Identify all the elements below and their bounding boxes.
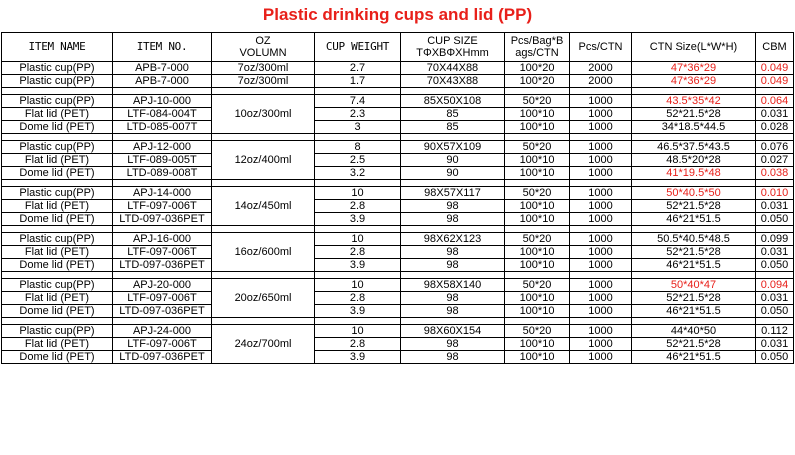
spacer-cell — [632, 88, 756, 95]
item-no-cell: LTF-097-006T — [113, 246, 212, 259]
pcs-bag-cell: 100*10 — [505, 259, 570, 272]
spacer-cell — [756, 318, 794, 325]
cup-weight-cell: 2.8 — [315, 292, 401, 305]
item-name-cell: Plastic cup(PP) — [2, 95, 113, 108]
table-row — [2, 167, 794, 180]
cup-weight-cell: 3.9 — [315, 305, 401, 318]
item-name-cell: Plastic cup(PP) — [2, 325, 113, 338]
spacer-cell — [505, 180, 570, 187]
item-name-cell: Plastic cup(PP) — [2, 233, 113, 246]
spacer-cell — [113, 226, 212, 233]
volume-cell: 16oz/600ml — [212, 233, 315, 272]
table-row — [2, 246, 794, 259]
cbm-cell: 0.050 — [756, 351, 794, 364]
item-name-cell: Flat lid (PET) — [2, 108, 113, 121]
pcs-ctn-cell: 1000 — [570, 246, 632, 259]
cup-weight-cell: 2.8 — [315, 246, 401, 259]
item-name-cell: Dome lid (PET) — [2, 259, 113, 272]
table-row — [2, 108, 794, 121]
spacer-cell — [315, 226, 401, 233]
spacer-cell — [315, 134, 401, 141]
cbm-cell: 0.027 — [756, 154, 794, 167]
cbm-cell: 0.031 — [756, 246, 794, 259]
pcs-ctn-cell: 1000 — [570, 351, 632, 364]
spacer-cell — [2, 318, 113, 325]
cup-size-cell: 98 — [401, 338, 505, 351]
pcs-bag-cell: 100*10 — [505, 246, 570, 259]
spacer-cell — [756, 180, 794, 187]
pcs-ctn-cell: 1000 — [570, 108, 632, 121]
col-header-pcs-bag — [505, 33, 570, 62]
spacer-cell — [505, 134, 570, 141]
spacer-cell — [212, 180, 315, 187]
ctn-size-cell: 50.5*40.5*48.5 — [632, 233, 756, 246]
spacer-row — [2, 272, 794, 279]
spacer-cell — [212, 88, 315, 95]
pcs-bag-cell: 50*20 — [505, 233, 570, 246]
item-no-cell: LTF-097-006T — [113, 292, 212, 305]
table-row — [2, 351, 794, 364]
spacer-cell — [570, 272, 632, 279]
item-no-cell: LTF-097-006T — [113, 338, 212, 351]
spacer-cell — [113, 272, 212, 279]
cbm-cell: 0.112 — [756, 325, 794, 338]
pcs-bag-cell: 50*20 — [505, 325, 570, 338]
pcs-bag-cell: 100*20 — [505, 75, 570, 88]
cup-size-cell: 98 — [401, 305, 505, 318]
pcs-bag-cell: 100*20 — [505, 62, 570, 75]
cup-size-cell: 98 — [401, 246, 505, 259]
volume-cell: 7oz/300ml — [212, 75, 315, 88]
header-line: VOLUMN — [239, 47, 287, 59]
item-no-cell: APB-7-000 — [113, 62, 212, 75]
spacer-cell — [570, 134, 632, 141]
item-name-cell: Dome lid (PET) — [2, 213, 113, 226]
spacer-row — [2, 180, 794, 187]
cup-weight-cell: 7.4 — [315, 95, 401, 108]
pcs-bag-cell: 100*10 — [505, 305, 570, 318]
ctn-size-cell: 52*21.5*28 — [632, 108, 756, 121]
spacer-cell — [401, 318, 505, 325]
cup-size-cell: 90 — [401, 154, 505, 167]
pcs-ctn-cell: 1000 — [570, 200, 632, 213]
spacer-cell — [2, 88, 113, 95]
cup-weight-cell: 3 — [315, 121, 401, 134]
table-row — [2, 259, 794, 272]
table-row — [2, 62, 794, 75]
header-line: CUP SIZE — [427, 35, 478, 47]
ctn-size-cell: 41*19.5*48 — [632, 167, 756, 180]
table-row — [2, 187, 794, 200]
pcs-bag-cell: 100*10 — [505, 338, 570, 351]
spacer-row — [2, 88, 794, 95]
cbm-cell: 0.031 — [756, 338, 794, 351]
cbm-cell: 0.031 — [756, 108, 794, 121]
cbm-cell: 0.050 — [756, 305, 794, 318]
item-name-cell: Plastic cup(PP) — [2, 62, 113, 75]
pcs-bag-cell: 100*10 — [505, 351, 570, 364]
header-line: OZ — [255, 35, 271, 47]
spacer-cell — [401, 272, 505, 279]
ctn-size-cell: 46*21*51.5 — [632, 305, 756, 318]
spacer-cell — [505, 318, 570, 325]
cup-weight-cell: 2.8 — [315, 200, 401, 213]
pcs-bag-cell: 100*10 — [505, 121, 570, 134]
cup-weight-cell: 10 — [315, 325, 401, 338]
pcs-ctn-cell: 1000 — [570, 167, 632, 180]
pcs-ctn-cell: 2000 — [570, 62, 632, 75]
cbm-cell: 0.031 — [756, 292, 794, 305]
spacer-cell — [401, 180, 505, 187]
ctn-size-cell: 50*40*47 — [632, 279, 756, 292]
spacer-cell — [401, 88, 505, 95]
header-line: TΦXBΦXHmm — [416, 47, 489, 59]
pcs-ctn-cell: 1000 — [570, 305, 632, 318]
item-no-cell: LTD-097-036PET — [113, 259, 212, 272]
table-row — [2, 233, 794, 246]
ctn-size-cell: 52*21.5*28 — [632, 246, 756, 259]
cbm-cell: 0.049 — [756, 75, 794, 88]
spacer-cell — [2, 226, 113, 233]
col-header-pcs-ctn: Pcs/CTN — [570, 33, 632, 62]
spacer-cell — [756, 272, 794, 279]
ctn-size-cell: 48.5*20*28 — [632, 154, 756, 167]
item-name-cell: Flat lid (PET) — [2, 200, 113, 213]
header-row — [2, 33, 794, 62]
spacer-cell — [632, 226, 756, 233]
col-header-item-name: ITEM NAME — [2, 33, 113, 62]
pcs-ctn-cell: 1000 — [570, 154, 632, 167]
spacer-cell — [505, 226, 570, 233]
cup-size-cell: 85 — [401, 121, 505, 134]
cup-weight-cell: 3.9 — [315, 213, 401, 226]
volume-cell: 20oz/650ml — [212, 279, 315, 318]
col-header-cbm: CBM — [756, 33, 794, 62]
pcs-ctn-cell: 1000 — [570, 279, 632, 292]
cup-weight-cell: 2.8 — [315, 338, 401, 351]
ctn-size-cell: 46*21*51.5 — [632, 259, 756, 272]
spacer-cell — [570, 88, 632, 95]
cup-size-cell: 98 — [401, 213, 505, 226]
item-name-cell: Plastic cup(PP) — [2, 187, 113, 200]
cup-size-cell: 98 — [401, 200, 505, 213]
cup-weight-cell: 10 — [315, 279, 401, 292]
pcs-ctn-cell: 1000 — [570, 259, 632, 272]
spec-table — [1, 32, 794, 364]
table-row — [2, 213, 794, 226]
spacer-cell — [315, 318, 401, 325]
spacer-cell — [2, 134, 113, 141]
cup-size-cell: 98 — [401, 259, 505, 272]
ctn-size-cell: 47*36*29 — [632, 62, 756, 75]
item-no-cell: APJ-10-000 — [113, 95, 212, 108]
table-row — [2, 325, 794, 338]
item-name-cell: Flat lid (PET) — [2, 154, 113, 167]
col-header-ctn-size: CTN Size(L*W*H) — [632, 33, 756, 62]
pcs-bag-cell: 100*10 — [505, 213, 570, 226]
cbm-cell: 0.010 — [756, 187, 794, 200]
spacer-cell — [212, 134, 315, 141]
pcs-ctn-cell: 1000 — [570, 213, 632, 226]
ctn-size-cell: 52*21.5*28 — [632, 338, 756, 351]
spacer-cell — [505, 88, 570, 95]
spacer-cell — [315, 180, 401, 187]
cup-size-cell: 85X50X108 — [401, 95, 505, 108]
ctn-size-cell: 47*36*29 — [632, 75, 756, 88]
cbm-cell: 0.031 — [756, 200, 794, 213]
pcs-ctn-cell: 1000 — [570, 95, 632, 108]
table-row — [2, 154, 794, 167]
col-header-cup-size — [401, 33, 505, 62]
spacer-cell — [570, 180, 632, 187]
pcs-bag-cell: 100*10 — [505, 154, 570, 167]
item-name-cell: Flat lid (PET) — [2, 338, 113, 351]
ctn-size-cell: 46.5*37.5*43.5 — [632, 141, 756, 154]
spacer-cell — [632, 134, 756, 141]
col-header-item-no: ITEM NO. — [113, 33, 212, 62]
pcs-bag-cell: 100*10 — [505, 108, 570, 121]
item-no-cell: LTD-089-008T — [113, 167, 212, 180]
ctn-size-cell: 50*40.5*50 — [632, 187, 756, 200]
item-no-cell: LTF-084-004T — [113, 108, 212, 121]
table-row — [2, 95, 794, 108]
pcs-bag-cell: 50*20 — [505, 279, 570, 292]
cbm-cell: 0.038 — [756, 167, 794, 180]
item-no-cell: LTD-097-036PET — [113, 305, 212, 318]
pcs-bag-cell: 50*20 — [505, 141, 570, 154]
item-no-cell: APJ-14-000 — [113, 187, 212, 200]
ctn-size-cell: 46*21*51.5 — [632, 213, 756, 226]
item-no-cell: LTF-097-006T — [113, 200, 212, 213]
cup-size-cell: 90 — [401, 167, 505, 180]
cup-size-cell: 98 — [401, 351, 505, 364]
ctn-size-cell: 44*40*50 — [632, 325, 756, 338]
spacer-cell — [632, 318, 756, 325]
spacer-cell — [2, 180, 113, 187]
item-name-cell: Dome lid (PET) — [2, 121, 113, 134]
cbm-cell: 0.049 — [756, 62, 794, 75]
spacer-cell — [570, 226, 632, 233]
cbm-cell: 0.028 — [756, 121, 794, 134]
cup-weight-cell: 2.3 — [315, 108, 401, 121]
volume-cell: 7oz/300ml — [212, 62, 315, 75]
cbm-cell: 0.064 — [756, 95, 794, 108]
cup-weight-cell: 10 — [315, 187, 401, 200]
volume-cell: 12oz/400ml — [212, 141, 315, 180]
table-row — [2, 279, 794, 292]
pcs-ctn-cell: 1000 — [570, 325, 632, 338]
cup-weight-cell: 3.9 — [315, 351, 401, 364]
item-no-cell: APJ-20-000 — [113, 279, 212, 292]
pcs-bag-cell: 100*10 — [505, 167, 570, 180]
pcs-ctn-cell: 1000 — [570, 233, 632, 246]
item-no-cell: LTF-089-005T — [113, 154, 212, 167]
spacer-cell — [570, 318, 632, 325]
item-no-cell: LTD-097-036PET — [113, 213, 212, 226]
ctn-size-cell: 34*18.5*44.5 — [632, 121, 756, 134]
spacer-cell — [756, 88, 794, 95]
cbm-cell: 0.076 — [756, 141, 794, 154]
volume-cell: 10oz/300ml — [212, 95, 315, 134]
cup-size-cell: 70X44X88 — [401, 62, 505, 75]
ctn-size-cell: 46*21*51.5 — [632, 351, 756, 364]
spacer-cell — [113, 318, 212, 325]
pcs-ctn-cell: 1000 — [570, 141, 632, 154]
spacer-cell — [212, 318, 315, 325]
spacer-cell — [113, 134, 212, 141]
table-row — [2, 338, 794, 351]
cup-size-cell: 85 — [401, 108, 505, 121]
table-row — [2, 305, 794, 318]
spacer-cell — [505, 272, 570, 279]
table-row — [2, 121, 794, 134]
item-name-cell: Plastic cup(PP) — [2, 141, 113, 154]
col-header-cup-weight: CUP WEIGHT — [315, 33, 401, 62]
cup-size-cell: 70X43X88 — [401, 75, 505, 88]
cup-weight-cell: 3.2 — [315, 167, 401, 180]
pcs-ctn-cell: 1000 — [570, 187, 632, 200]
pcs-ctn-cell: 1000 — [570, 338, 632, 351]
cup-size-cell: 90X57X109 — [401, 141, 505, 154]
spacer-cell — [756, 226, 794, 233]
cup-weight-cell: 2.7 — [315, 62, 401, 75]
page-title: Plastic drinking cups and lid (PP) — [262, 5, 533, 24]
table-row — [2, 292, 794, 305]
item-no-cell: APB-7-000 — [113, 75, 212, 88]
table-body — [2, 62, 794, 364]
item-no-cell: APJ-16-000 — [113, 233, 212, 246]
pcs-ctn-cell: 1000 — [570, 121, 632, 134]
item-name-cell: Dome lid (PET) — [2, 351, 113, 364]
spacer-cell — [212, 272, 315, 279]
item-name-cell: Plastic cup(PP) — [2, 279, 113, 292]
pcs-bag-cell: 50*20 — [505, 187, 570, 200]
cup-size-cell: 98X62X123 — [401, 233, 505, 246]
ctn-size-cell: 52*21.5*28 — [632, 200, 756, 213]
cup-weight-cell: 10 — [315, 233, 401, 246]
cup-weight-cell: 1.7 — [315, 75, 401, 88]
spacer-row — [2, 318, 794, 325]
pcs-bag-cell: 100*10 — [505, 292, 570, 305]
item-no-cell: APJ-12-000 — [113, 141, 212, 154]
pcs-bag-cell: 50*20 — [505, 95, 570, 108]
cbm-cell: 0.094 — [756, 279, 794, 292]
item-no-cell: LTD-097-036PET — [113, 351, 212, 364]
ctn-size-cell: 52*21.5*28 — [632, 292, 756, 305]
cbm-cell: 0.050 — [756, 213, 794, 226]
item-name-cell: Dome lid (PET) — [2, 167, 113, 180]
item-name-cell: Dome lid (PET) — [2, 305, 113, 318]
cup-size-cell: 98 — [401, 292, 505, 305]
col-header-oz-volumn — [212, 33, 315, 62]
item-name-cell: Plastic cup(PP) — [2, 75, 113, 88]
item-name-cell: Flat lid (PET) — [2, 292, 113, 305]
spacer-cell — [2, 272, 113, 279]
item-no-cell: LTD-085-007T — [113, 121, 212, 134]
pcs-bag-cell: 100*10 — [505, 200, 570, 213]
table-row — [2, 200, 794, 213]
spacer-row — [2, 134, 794, 141]
cup-size-cell: 98X60X154 — [401, 325, 505, 338]
item-name-cell: Flat lid (PET) — [2, 246, 113, 259]
spacer-cell — [315, 88, 401, 95]
pcs-ctn-cell: 1000 — [570, 292, 632, 305]
spacer-cell — [113, 88, 212, 95]
cup-weight-cell: 2.5 — [315, 154, 401, 167]
volume-cell: 24oz/700ml — [212, 325, 315, 364]
spacer-cell — [212, 226, 315, 233]
spacer-cell — [401, 226, 505, 233]
item-no-cell: APJ-24-000 — [113, 325, 212, 338]
cup-weight-cell: 3.9 — [315, 259, 401, 272]
table-row — [2, 141, 794, 154]
header-line: ags/CTN — [515, 47, 559, 59]
header-line: Pcs/Bag*B — [510, 35, 564, 47]
cbm-cell: 0.099 — [756, 233, 794, 246]
cbm-cell: 0.050 — [756, 259, 794, 272]
spacer-cell — [315, 272, 401, 279]
spacer-cell — [632, 272, 756, 279]
spacer-cell — [401, 134, 505, 141]
cup-size-cell: 98X57X117 — [401, 187, 505, 200]
pcs-ctn-cell: 2000 — [570, 75, 632, 88]
table-row — [2, 75, 794, 88]
ctn-size-cell: 43.5*35*42 — [632, 95, 756, 108]
spacer-cell — [632, 180, 756, 187]
spacer-row — [2, 226, 794, 233]
volume-cell: 14oz/450ml — [212, 187, 315, 226]
cup-weight-cell: 8 — [315, 141, 401, 154]
spacer-cell — [113, 180, 212, 187]
spacer-cell — [756, 134, 794, 141]
cup-size-cell: 98X58X140 — [401, 279, 505, 292]
